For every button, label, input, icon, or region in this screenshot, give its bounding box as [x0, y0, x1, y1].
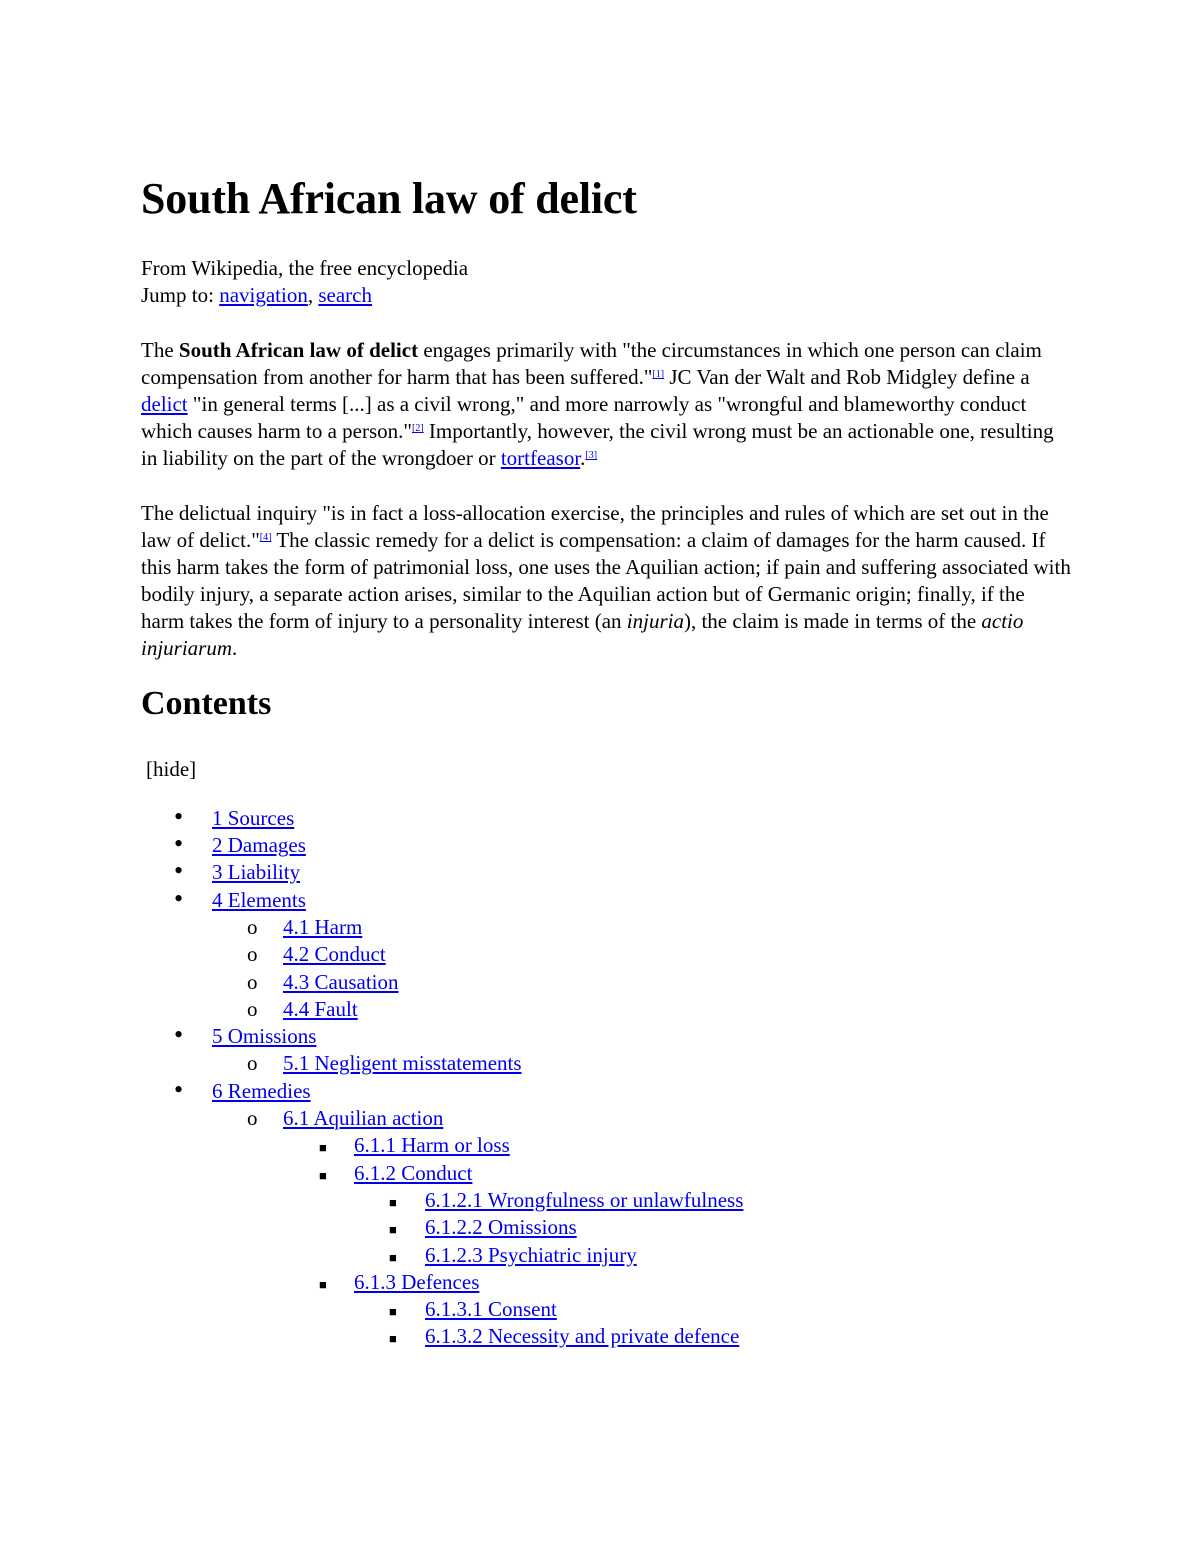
toc-item [141, 1323, 1071, 1350]
italic-term: actio injuriarum [141, 609, 1024, 661]
bullet-icon: • [174, 829, 184, 859]
toc-list [141, 801, 1071, 1351]
bullet-icon: o [247, 1051, 258, 1076]
toc-item [141, 856, 1071, 886]
toc-link[interactable]: 4.3 Causation [283, 969, 399, 994]
toc-item [141, 1160, 1071, 1187]
toc-item [141, 1074, 1071, 1105]
citation-4[interactable]: [4] [259, 532, 272, 544]
second-paragraph: The delictual inquiry "is in fact a loss-allocation exercise, the principles and rules of which are set out in the law of delict."[4] The classic remedy for a delict is compensation: a claim of damages for the harm caused. If this harm takes the form of patrimonial loss, one uses the Aquilian action; if pain and suffering associated with bodily injury, a separate action arises, similar to the Aquilian action but of Germanic origin; finally, if the harm takes the form of injury to a personality interest (an injuria), the claim is made in terms of the actio injuriarum. [141, 501, 1071, 661]
toc-item [141, 996, 1071, 1023]
toc-item [141, 801, 1071, 832]
bullet-icon: • [174, 1020, 184, 1050]
toc-link[interactable]: 6.1.3.2 Necessity and private defence [425, 1324, 740, 1349]
jump-to: Jump to: navigation, search [141, 283, 372, 308]
bullet-icon: ■ [389, 1222, 397, 1238]
bullet-icon: • [174, 801, 184, 831]
toc-link[interactable]: 6.1.2 Conduct [354, 1160, 473, 1185]
toc-item [141, 969, 1071, 996]
toc-link[interactable]: 4.1 Harm [283, 914, 363, 939]
article [141, 170, 1071, 1351]
toc-link[interactable]: 4.4 Fault [283, 996, 358, 1021]
bullet-icon: ■ [319, 1167, 327, 1183]
toc-link[interactable]: 2 Damages [212, 833, 306, 858]
toc-item [141, 1214, 1071, 1241]
toc-link[interactable]: 6.1.1 Harm or loss [354, 1133, 510, 1158]
page-title: South African law of delict [141, 174, 637, 223]
toc-link[interactable]: 6.1.2.1 Wrongfulness or unlawfulness [425, 1187, 744, 1212]
bullet-icon: ■ [389, 1304, 397, 1320]
toc-item [141, 941, 1071, 968]
bullet-icon: • [174, 1074, 184, 1104]
bullet-icon: ■ [389, 1331, 397, 1347]
toc-link[interactable]: 1 Sources [212, 805, 295, 830]
toc-item [141, 1269, 1071, 1296]
citation-3[interactable]: [3] [585, 450, 598, 462]
bullet-icon: ■ [319, 1276, 327, 1292]
toc-item [141, 1132, 1071, 1159]
toc-link[interactable]: 5.1 Negligent misstatements [283, 1051, 522, 1076]
bullet-icon: ■ [319, 1140, 327, 1156]
toc-heading: Contents [141, 685, 272, 723]
citation-2[interactable]: [2] [412, 423, 424, 435]
bullet-icon: ■ [389, 1249, 397, 1265]
toc-link[interactable]: 6.1.3 Defences [354, 1269, 480, 1294]
jump-to-label: Jump to: [141, 283, 214, 308]
toc-item [141, 1050, 1071, 1077]
toc-link[interactable]: 6 Remedies [212, 1078, 311, 1103]
navigation-link[interactable]: navigation [219, 283, 308, 308]
toc-link[interactable]: 3 Liability [212, 860, 301, 885]
toc-item [141, 1296, 1071, 1323]
toc-item [141, 1020, 1071, 1050]
intro-paragraph: The South African law of delict engages primarily with "the circumstances in which one person can claim compensation from another for harm that has been suffered."[1] JC Van der Walt and Rob Midgley define a delict "in general terms [...] as a civil wrong," and more narrowly as "wrongful and blameworthy conduct which causes harm to a person."[2] Importantly, however, the civil wrong must be an actionable one, resulting in liability on the part of the wrongdoer or tortfeasor.[3] [141, 338, 1054, 471]
toc-item [141, 914, 1071, 941]
bullet-icon: o [247, 969, 258, 994]
site-tagline: From Wikipedia, the free encyclopedia [141, 256, 469, 281]
bullet-icon: • [174, 856, 184, 886]
italic-term: injuria [626, 609, 684, 634]
bullet-icon: o [247, 1106, 258, 1131]
toc-link[interactable]: 4 Elements [212, 887, 306, 912]
bullet-icon: o [247, 996, 258, 1021]
bullet-icon: o [247, 914, 258, 939]
bullet-icon: • [174, 883, 184, 913]
toc-link[interactable]: 5 Omissions [212, 1024, 317, 1049]
toc-item [141, 1187, 1071, 1214]
toc-hide-toggle[interactable]: [hide] [146, 756, 197, 781]
search-link[interactable]: search [318, 283, 372, 308]
bold-term: South African law of delict [178, 338, 419, 363]
toc-link[interactable]: 6.1 Aquilian action [283, 1106, 444, 1131]
citation-1[interactable]: [1] [652, 369, 665, 381]
toc-link[interactable]: 6.1.2.2 Omissions [425, 1215, 577, 1240]
toc-item [141, 1242, 1071, 1269]
bullet-icon: ■ [389, 1194, 397, 1210]
delict-link[interactable]: delict [141, 392, 188, 417]
toc-link[interactable]: 4.2 Conduct [283, 942, 386, 967]
toc-item [141, 1105, 1071, 1132]
toc-link[interactable]: 6.1.2.3 Psychiatric injury [425, 1242, 637, 1267]
toc-item [141, 883, 1071, 914]
toc-item [141, 829, 1071, 859]
bullet-icon: o [247, 942, 258, 967]
tortfeasor-link[interactable]: tortfeasor [500, 446, 581, 471]
toc-link[interactable]: 6.1.3.1 Consent [425, 1297, 557, 1322]
